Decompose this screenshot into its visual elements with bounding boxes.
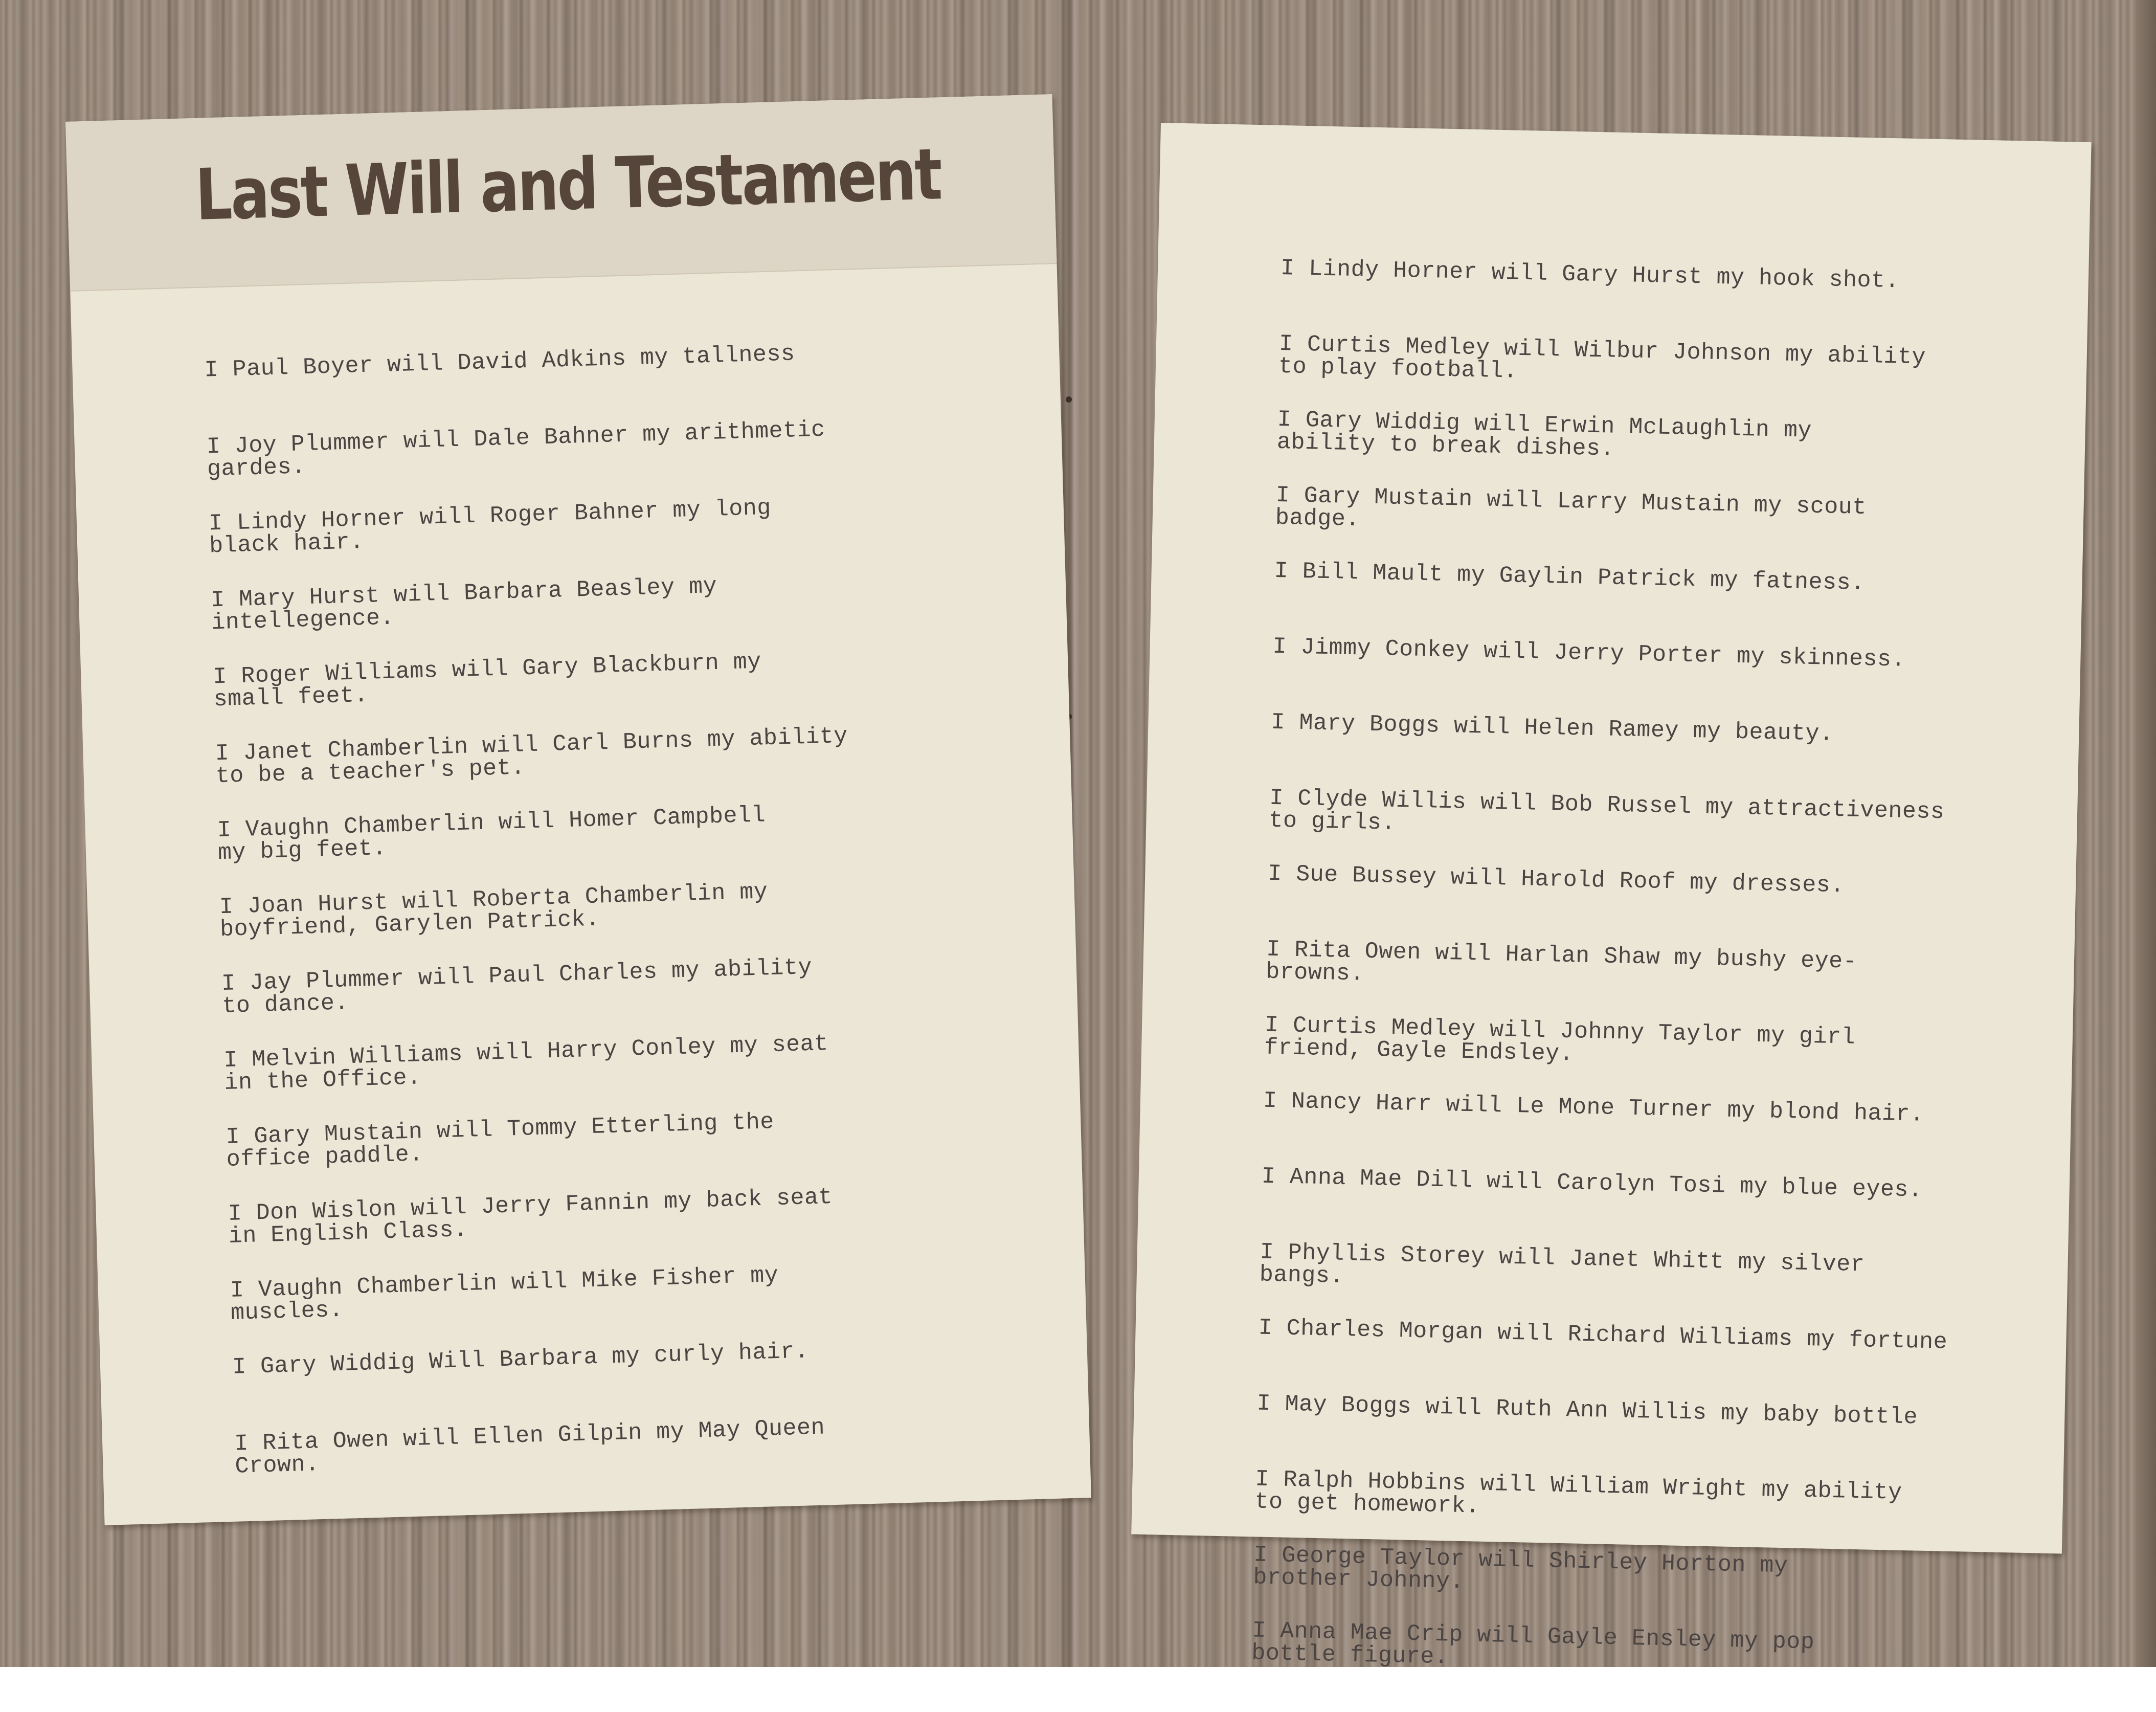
page-edge: [2136, 0, 2156, 1667]
will-entry: I George Taylor will Shirley Horton my brother Johnny.: [1252, 1542, 1788, 1595]
will-entry: I Paul Boyer will David Adkins my tallness: [204, 341, 796, 384]
will-entry: I Phyllis Storey will Janet Whitt my silver bangs.: [1259, 1239, 1865, 1289]
will-entry: I Gary Mustain will Larry Mustain my scout badge.: [1275, 482, 1867, 533]
will-entry: I Nancy Harr will Le Mone Turner my blond hair.: [1263, 1087, 1924, 1128]
will-entry: I Jimmy Conkey will Jerry Porter my skinness.: [1272, 633, 1906, 673]
will-entry: I Lindy Horner will Gary Hurst my hook shot.: [1280, 255, 1900, 295]
will-entry: I Gary Mustain will Tommy Etterling the office paddle.: [225, 1109, 775, 1173]
will-entry: I Joy Plummer will Dale Bahner my arithmetic gardes.: [206, 416, 826, 483]
will-entry: I Sue Bussey will Harold Roof my dresses.: [1267, 860, 1845, 899]
will-entry: I Curtis Medley will Wilbur Johnson my ability to play football.: [1278, 330, 1926, 385]
left-entries-list: [204, 342, 869, 1510]
will-entry: I Charles Morgan will Richard Williams my fortune: [1258, 1315, 1948, 1355]
will-entry: I Melvin Williams will Harry Conley my seat in the Office.: [223, 1031, 829, 1097]
will-entry: I Vaughn Chamberlin will Homer Campbell my big feet.: [217, 802, 766, 866]
will-entry: I Gary Widdig will Erwin McLaughlin my ability to break dishes.: [1276, 406, 1812, 462]
will-entry: I Anna Mae Crip will Gayle Ensley my pop bottle figure.: [1251, 1617, 1815, 1671]
left-sheet: [65, 94, 1091, 1525]
will-entry: I Clyde Willis will Bob Russel my attractiveness to girls.: [1268, 785, 1945, 836]
will-entry: I Janet Chamberlin will Carl Burns my ability to be a teacher's pet.: [214, 723, 848, 790]
will-entry: I Rita Owen will Harlan Shaw my bushy eye- browns.: [1265, 936, 1857, 987]
will-entry: I Joan Hurst will Roberta Chamberlin my boyfriend, Garylen Patrick.: [219, 879, 768, 943]
will-entry: I Mary Boggs will Helen Ramey my beauty.: [1270, 709, 1834, 747]
will-entry: I Roger Williams will Gary Blackburn my small feet.: [212, 649, 762, 713]
will-entry: I Curtis Medley will Johnny Taylor my girl friend, Gayle Endsley.: [1264, 1012, 1856, 1068]
will-entry: I Anna Mae Dill will Carolyn Tosi my blue eyes.: [1261, 1163, 1923, 1204]
binding-hole: [1066, 396, 1072, 403]
right-entries-list: [1251, 257, 1970, 1710]
title-band: [65, 94, 1057, 292]
will-entry: I Jay Plummer will Paul Charles my ability to dance.: [221, 954, 813, 1020]
will-entry: I Ralph Hobbins will William Wright my ability to get homework.: [1254, 1466, 1902, 1520]
will-entry: I May Boggs will Ruth Ann Willis my baby bottle: [1256, 1390, 1918, 1431]
will-entry: I Mary Hurst will Barbara Beasley my intellegence.: [210, 573, 717, 636]
will-entry: I Vaughn Chamberlin will Mike Fisher my muscles.: [230, 1262, 779, 1326]
will-entry: I Rita Owen will Ellen Gilpin my May Queen Crown.: [234, 1414, 825, 1480]
will-entry: I Lindy Horner will Roger Bahner my long black hair.: [208, 495, 772, 560]
will-entry: I Gary Widdig Will Barbara my curly hair.: [232, 1338, 810, 1381]
page-title: Last Will and Testament: [194, 133, 942, 236]
right-sheet: [1131, 123, 2091, 1671]
will-entry: I Bill Mault my Gaylin Patrick my fatness.: [1274, 558, 1866, 597]
will-entry: I Don Wislon will Jerry Fannin my back seat in English Class.: [228, 1184, 833, 1250]
